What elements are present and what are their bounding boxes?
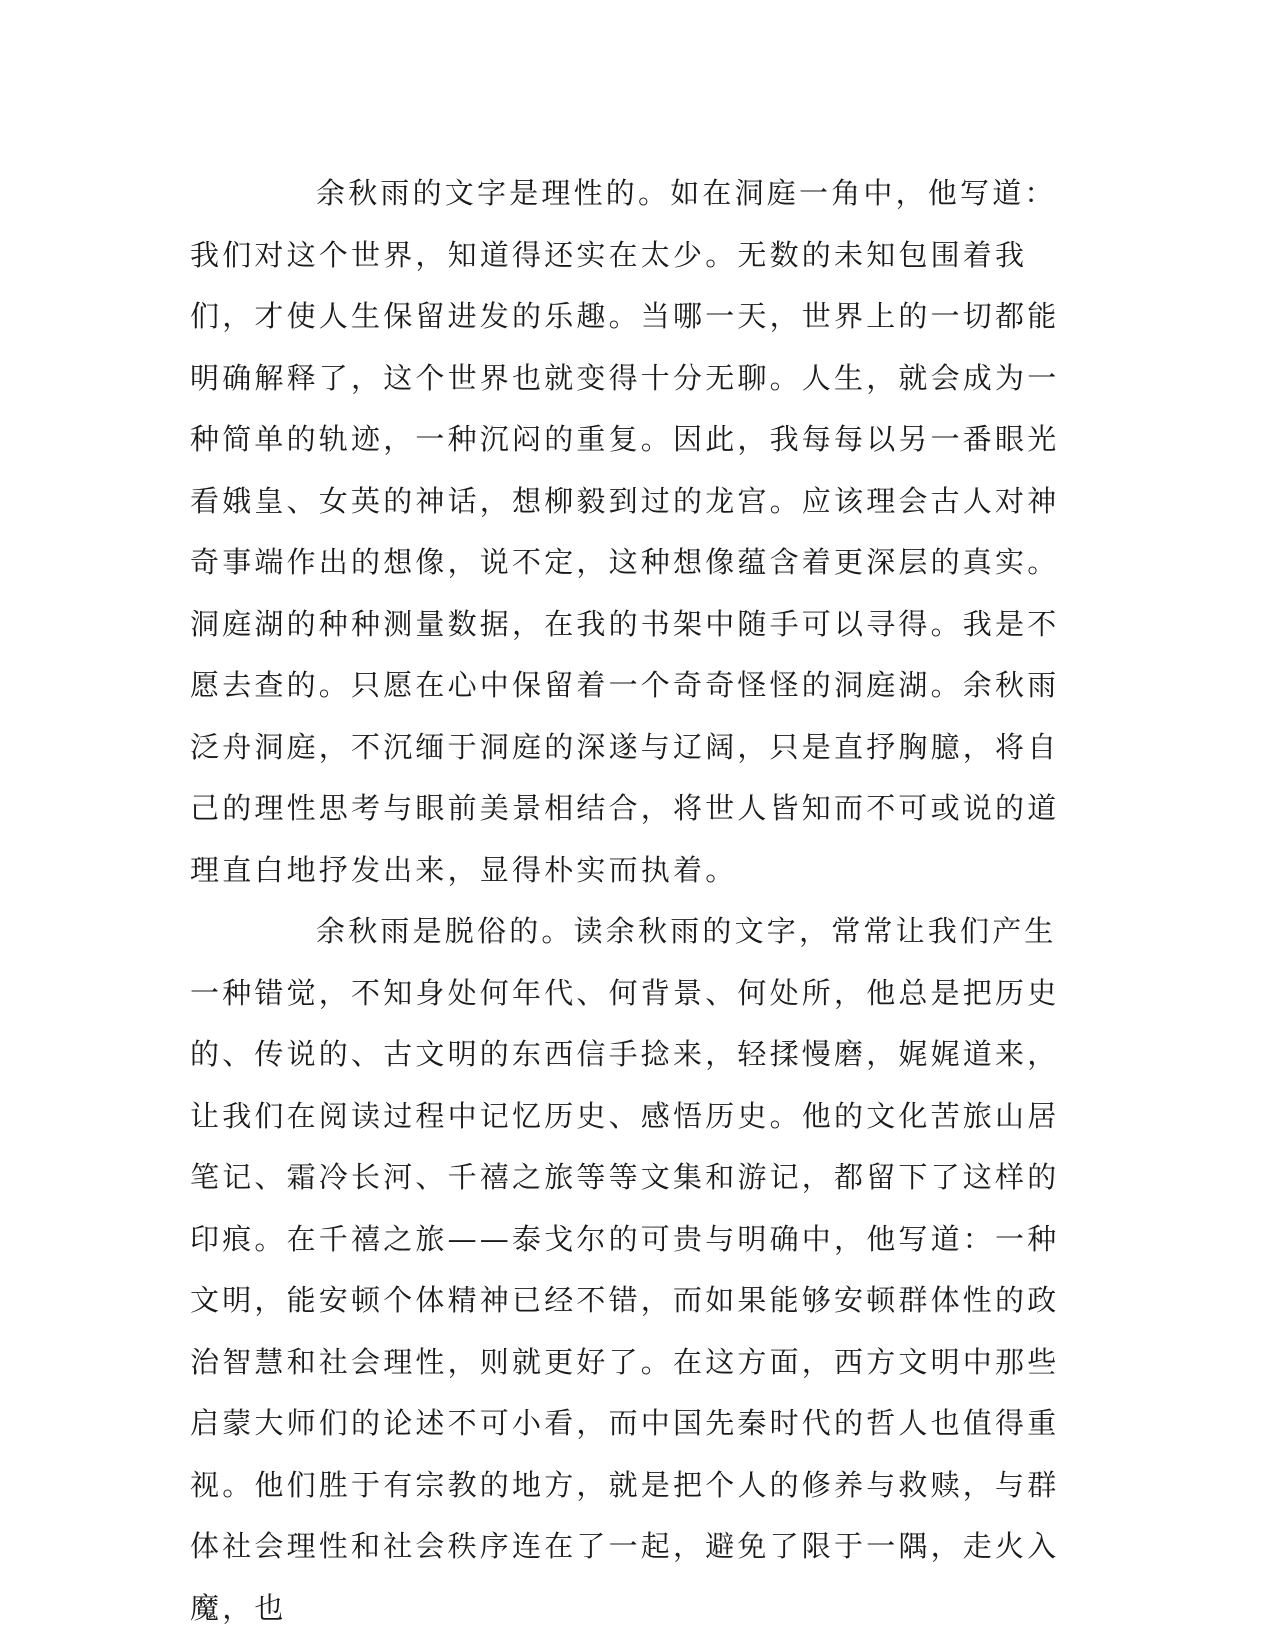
- paragraph-2: 余秋雨是脱俗的。读余秋雨的文字，常常让我们产生一种错觉，不知身处何年代、何背景、何处所，他总是把历史的、传说的、古文明的东西信手捻来，轻揉慢磨，娓娓道来，让我们在阅读过程中记忆历史、感悟历史。他的文化苦旅山居笔记、霜冷长河、千禧之旅等等文集和游记，都留下了这样的印痕。在千禧之旅——泰戈尔的可贵与明确中，他写道：一种文明，能安顿个体精神已经不错，而如果能够安顿群体性的政治智慧和社会理性，则就更好了。在这方面，西方文明中那些启蒙大师们的论述不可小看，而中国先秦时代的哲人也值得重视。他们胜于有宗教的地方，就是把个人的修养与救赎，与群体社会理性和社会秩序连在了一起，避免了限于一隅，走火入魔，也: [190, 914, 1060, 1625]
- paragraph-1: 余秋雨的文字是理性的。如在洞庭一角中，他写道：我们对这个世界，知道得还实在太少。无数的未知包围着我们，才使人生保留进发的乐趣。当哪一天，世界上的一切都能明确解释了，这个世界也就变得十分无聊。人生，就会成为一种简单的轨迹，一种沉闷的重复。因此，我每每以另一番眼光看娥皇、女英的神话，想柳毅到过的龙宫。应该理会古人对神奇事端作出的想像，说不定，这种想像蕴含着更深层的真实。洞庭湖的种种测量数据，在我的书架中随手可以寻得。我是不愿去查的。只愿在心中保留着一个奇奇怪怪的洞庭湖。余秋雨泛舟洞庭，不沉缅于洞庭的深遂与辽阔，只是直抒胸臆，将自己的理性思考与眼前美景相结合，将世人皆知而不可或说的道理直白地抒发出来，显得朴实而执着。: [190, 176, 1060, 887]
- body-text: [190, 163, 1080, 1639]
